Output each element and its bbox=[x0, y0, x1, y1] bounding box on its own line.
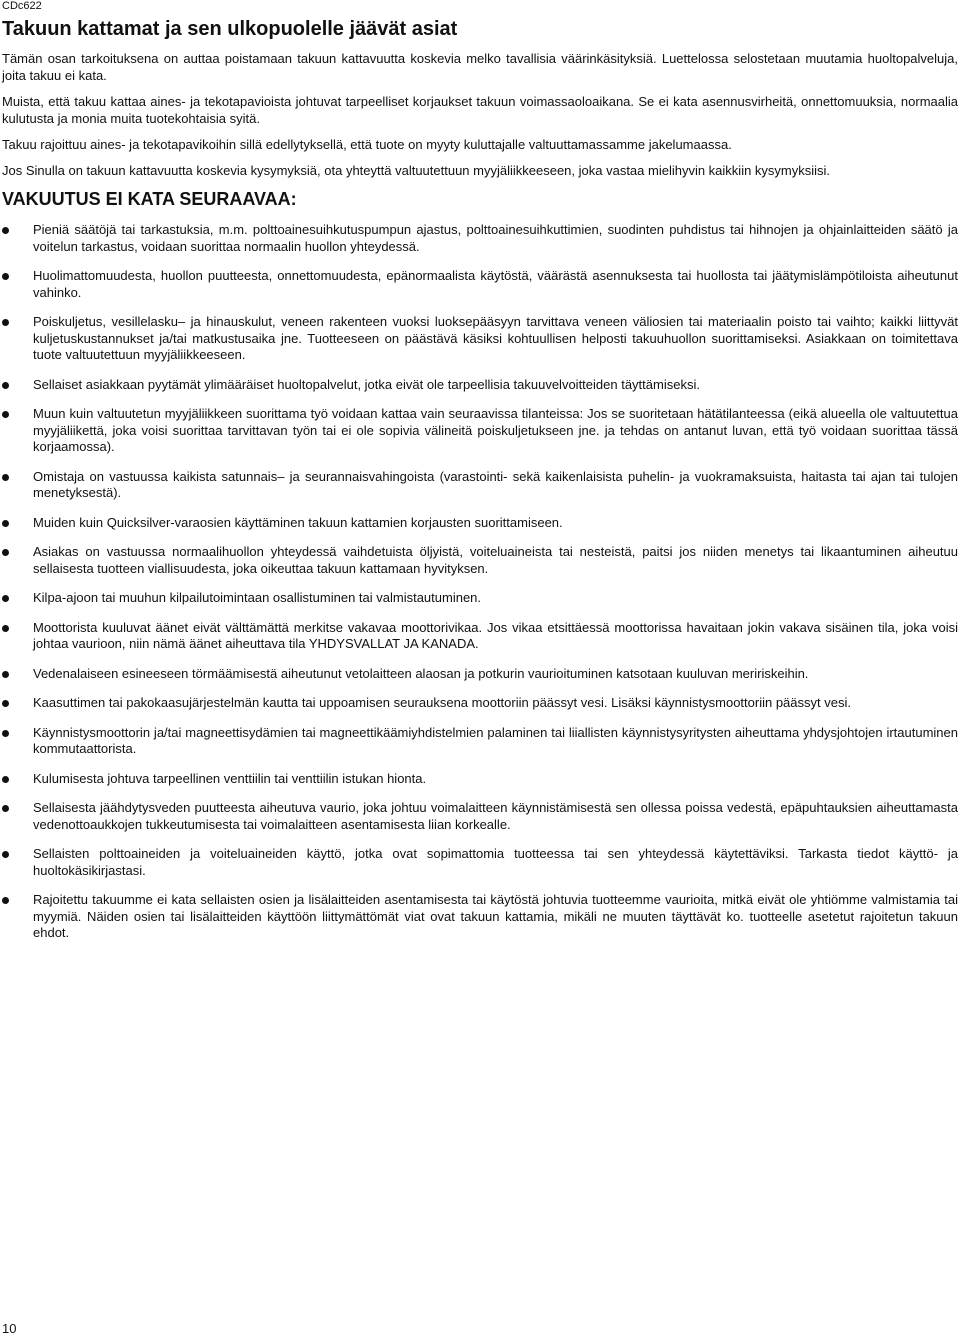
list-item-text: Kaasuttimen tai pakokaasujärjestelmän kautta tai uppoamisen seurauksena moottoriin päässyt vesi. Lisäksi käynnistysmoottoriin päässyt vesi. bbox=[33, 695, 851, 710]
list-item bbox=[2, 544, 958, 577]
bullet-icon bbox=[2, 897, 9, 904]
list-item bbox=[2, 469, 958, 502]
bullet-icon bbox=[2, 595, 9, 602]
list-item-text: Rajoitettu takuumme ei kata sellaisten osien ja lisälaitteiden asentamisesta tai käytöstä johtuvia tuotteemme vaurioita, mitkä eivät ole yhtiömme valmistamia tai myymiä. Näiden osien tai lisälaitteiden käyttöön liittymättömät viat ovat takuun kattamia, mikäli ne muuten täyttävät ko. tuotteelle asetetut rajoitetun takuun ehdot. bbox=[33, 892, 958, 940]
list-item-text: Kulumisesta johtuva tarpeellinen venttiilin tai venttiilin istukan hionta. bbox=[33, 770, 427, 786]
list-item-text: Omistaja on vastuussa kaikista satunnais– ja seurannaisvahingoista (varastointi- sekä kaikenlaisista puhelin- ja vuokramaksuista, haitasta tai ajan tai tulojen menetyksestä). bbox=[33, 468, 958, 500]
list-item-text: Sellaisten polttoaineiden ja voiteluaineiden käyttö, jotka ovat sopimattomia tuotteessa tai sen yhteydessä käytettäviksi. Tarkasta tiedot käyttö- ja huoltokäsikirjastasi. bbox=[33, 846, 958, 878]
bullet-icon bbox=[2, 851, 9, 858]
list-item bbox=[2, 590, 958, 607]
list-item bbox=[2, 377, 958, 394]
intro-paragraph: Takuu rajoittuu aines- ja tekotapavikoihin sillä edellytyksellä, että tuote on myyty kuluttajalle valtuuttamassamme jakelumaassa. bbox=[2, 137, 732, 152]
bullet-icon bbox=[2, 474, 9, 481]
list-item bbox=[2, 515, 958, 532]
list-item-text: Moottorista kuuluvat äänet eivät välttämättä merkitse vakavaa moottorivikaa. Jos vikaa etsittäessä moottorissa havaitaan jokin vakava sisäinen tila, joka voisi johtaa vaurioon, niin nämä äänet aiheuttava tila YHDYSVALLAT JA KANADA. bbox=[33, 619, 958, 651]
list-item-text: Vedenalaiseen esineeseen törmäämisestä aiheutunut vetolaitteen alaosan ja potkurin vaurioituminen katsotaan kuuluvan meririskeihin. bbox=[33, 665, 809, 681]
bullet-icon bbox=[2, 411, 9, 418]
bullet-icon bbox=[2, 382, 9, 389]
list-item-text: Muun kuin valtuutetun myyjäliikkeen suorittama työ voidaan kattaa vain seuraavissa tilanteissa: Jos se suoritetaan hätätilanteessa (eikä alueella ole valtuutettua myyjäliikettä, joka voisi suorittaa tarvittavan työn tai ei ole sopivia välineitä poiskuljetukseen jne. ja tehdas on antanut luvan, että työ voidaan suorittaa tässä korjaamossa). bbox=[33, 406, 958, 454]
list-item-text: Muiden kuin Quicksilver-varaosien käyttäminen takuun kattamien korjausten suorittamiseen. bbox=[33, 514, 563, 530]
list-item-text: Sellaisesta jäähdytysveden puutteesta aiheutuva vaurio, joka johtuu voimalaitteen käynnistämisestä sen ollessa poissa vedestä, epäpuhtauksien aiheuttamasta vedenottoaukkojen tukkeutumisesta tai voimalaitteen asentamisesta liian korkealle. bbox=[33, 800, 958, 832]
bullet-icon bbox=[2, 273, 9, 280]
bullet-icon bbox=[2, 730, 9, 737]
intro-paragraph: Jos Sinulla on takuun kattavuutta koskevia kysymyksiä, ota yhteyttä valtuutettuun myyjäliikkeeseen, joka vastaa mielihyvin kaikkiin kysymyksiisi. bbox=[2, 163, 831, 178]
bullet-icon bbox=[2, 671, 9, 678]
page-title: Takuun kattamat ja sen ulkopuolelle jäävät asiat bbox=[2, 18, 458, 40]
list-item-text: Käynnistysmoottorin ja/tai magneettisydämien tai magneettikäämiyhdistelmien palaminen tai liiallisten käynnistysyritysten aiheuttama yhdysjohtojen irtautuminen kommutaattorista. bbox=[33, 724, 958, 756]
document-code: CDc622 bbox=[2, 0, 42, 12]
bullet-icon bbox=[2, 700, 9, 707]
list-item bbox=[2, 666, 958, 683]
list-item bbox=[2, 846, 958, 879]
list-item-text: Kilpa-ajoon tai muuhun kilpailutoimintaan osallistuminen tai valmistautuminen. bbox=[33, 590, 482, 605]
list-item bbox=[2, 892, 958, 942]
bullet-icon bbox=[2, 319, 9, 326]
intro-paragraph: Muista, että takuu kattaa aines- ja tekotapavioista johtuvat tarpeelliset korjaukset takuun voimassaoloaikana. Se ei kata asennusvirheitä, onnettomuuksia, normaalia kulutusta ja monia muita tuotekohtaisia syitä. bbox=[2, 94, 958, 126]
list-item bbox=[2, 620, 958, 653]
bullet-icon bbox=[2, 776, 9, 783]
list-item bbox=[2, 406, 958, 456]
list-item bbox=[2, 695, 958, 712]
list-item-text: Sellaiset asiakkaan pyytämät ylimääräiset huoltopalvelut, jotka eivät ole tarpeellisia takuuvelvoitteiden täyttämiseksi. bbox=[33, 376, 700, 392]
section-heading: VAKUUTUS EI KATA SEURAAVAA: bbox=[2, 189, 297, 209]
bullet-icon bbox=[2, 549, 9, 556]
list-item bbox=[2, 771, 958, 788]
list-item-text: Poiskuljetus, vesillelasku– ja hinauskulut, veneen rakenteen vuoksi luoksepääsyyn tarvittava veneen väliosien tai materiaalin poisto tai vaihto; kaikki liittyvät kuljetuskustannukset ja/tai matkustusaika jne. Tuotteeseen on päästävä käsiksi kohtuullisen helposti takuuhuollon suorittamiseksi. Asiakkaan on toimitettava tuote valtuutettuun myyjäliikkeeseen. bbox=[33, 314, 958, 362]
bullet-icon bbox=[2, 625, 9, 632]
page-content bbox=[2, 16, 958, 955]
page-number: 10 bbox=[2, 1321, 17, 1336]
list-item-text: Pieniä säätöjä tai tarkastuksia, m.m. polttoainesuihkutuspumpun ajastus, polttoainesuihkuttimien, suodinten puhdistus tai hihnojen ja ohjainlaitteiden säätö ja voitelun tarkastus, voidaan suorittaa normaalin huollon yhteydessä. bbox=[33, 222, 958, 254]
bullet-icon bbox=[2, 227, 9, 234]
list-item-text: Huolimattomuudesta, huollon puutteesta, onnettomuudesta, epänormaalista käytöstä, väärästä asennuksesta tai huollosta tai jäätymislämpötiloista aiheutunut vahinko. bbox=[33, 268, 958, 300]
list-item bbox=[2, 800, 958, 833]
bullet-icon bbox=[2, 520, 9, 527]
bullet-icon bbox=[2, 805, 9, 812]
intro-paragraph: Tämän osan tarkoituksena on auttaa poistamaan takuun kattavuutta koskevia melko tavallisia väärinkäsityksiä. Luettelossa selostetaan muutamia huoltopalveluja, joita takuu ei kata. bbox=[2, 51, 958, 83]
list-item bbox=[2, 222, 958, 255]
list-item-text: Asiakas on vastuussa normaalihuollon yhteydessä vaihdetuista öljyistä, voiteluaineista tai nesteistä, paitsi jos niiden menetys tai likaantuminen aiheutuu sellaisesta tuotteen viallisuudesta, joka oikeuttaa takuun kattamaan hyvityksen. bbox=[33, 544, 958, 576]
list-item bbox=[2, 314, 958, 364]
exclusion-list bbox=[2, 222, 958, 942]
list-item bbox=[2, 268, 958, 301]
list-item bbox=[2, 725, 958, 758]
